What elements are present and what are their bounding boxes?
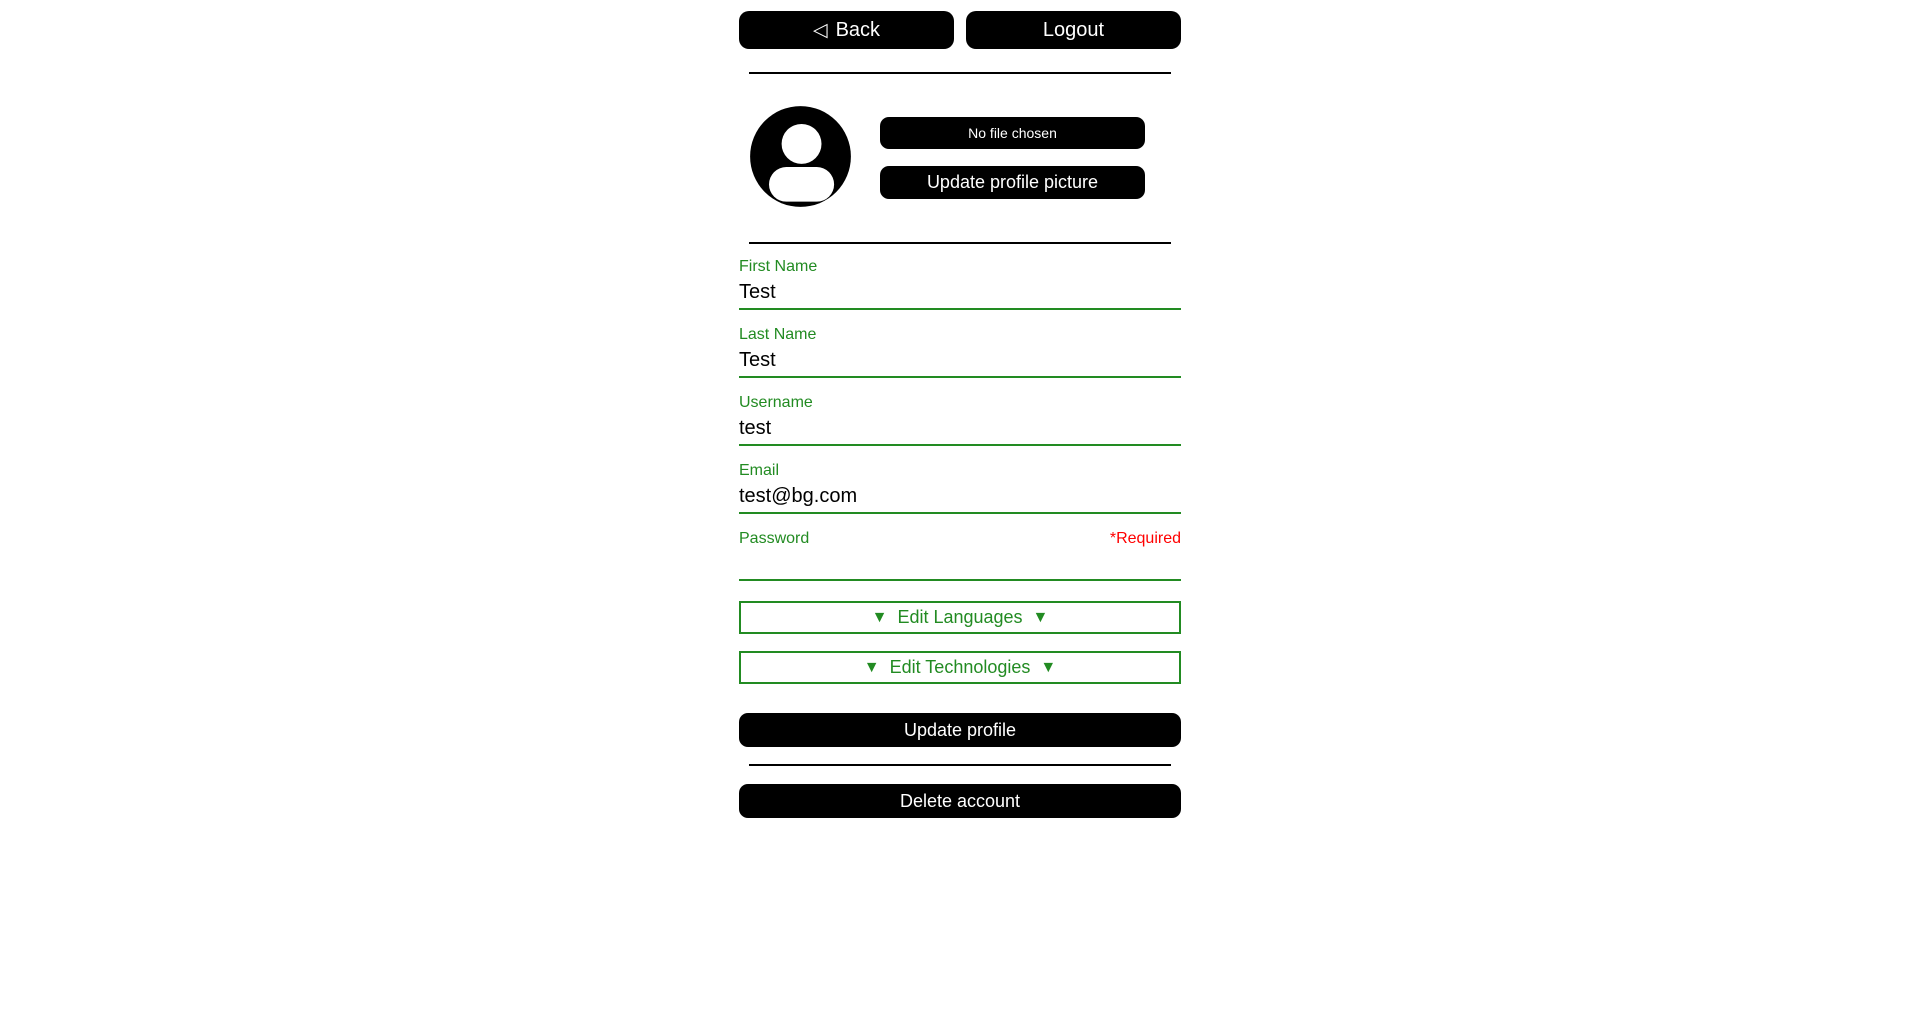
update-profile-label: Update profile: [903, 719, 1017, 740]
back-button-label: Back: [835, 18, 881, 41]
password-required-note: *Required: [1109, 530, 1181, 547]
username-input[interactable]: test: [739, 417, 772, 439]
top-divider: [749, 72, 1171, 74]
password-input[interactable]: [739, 549, 1181, 579]
logout-button-label: Logout: [1042, 18, 1105, 41]
bottom-divider: [749, 764, 1171, 766]
profile-page: [739, 0, 1181, 818]
password-label: Password: [739, 530, 810, 547]
logout-button[interactable]: [966, 11, 1181, 49]
first-name-input[interactable]: Test: [739, 281, 776, 303]
edit-technologies-label: Edit Technologies: [889, 657, 1031, 677]
chevron-down-icon: ▼: [863, 658, 880, 676]
file-input-button[interactable]: [880, 117, 1145, 149]
last-name-field: [739, 325, 1181, 378]
email-input[interactable]: test@bg.com: [739, 485, 858, 507]
profile-picture-section: [739, 104, 1181, 209]
edit-languages-label: Edit Languages: [897, 607, 1023, 627]
email-label: Email: [739, 462, 780, 479]
avatar: [748, 104, 853, 209]
file-input-label: No file chosen: [968, 125, 1057, 141]
chevron-down-icon: ▼: [1040, 658, 1057, 676]
top-nav: [739, 11, 1181, 49]
update-profile-button[interactable]: [739, 713, 1181, 747]
profile-form: [739, 257, 1181, 818]
delete-account-label: Delete account: [899, 790, 1021, 811]
update-picture-label: Update profile picture: [926, 172, 1099, 192]
username-label: Username: [739, 394, 813, 411]
edit-languages-button[interactable]: [739, 601, 1181, 634]
delete-account-button[interactable]: [739, 784, 1181, 818]
back-arrow-icon: ◁: [812, 19, 828, 41]
section-divider: [749, 242, 1171, 244]
chevron-down-icon: ▼: [871, 608, 888, 626]
chevron-down-icon: ▼: [1032, 608, 1049, 626]
edit-technologies-button[interactable]: [739, 651, 1181, 684]
first-name-label: First Name: [739, 258, 818, 275]
back-button[interactable]: [739, 11, 954, 49]
last-name-input[interactable]: Test: [739, 349, 776, 371]
email-field: [739, 461, 1181, 514]
picture-buttons: [880, 117, 1145, 209]
first-name-field: [739, 257, 1181, 310]
update-picture-button[interactable]: [880, 166, 1145, 199]
password-field: [739, 529, 1181, 581]
username-field: [739, 393, 1181, 446]
last-name-label: Last Name: [739, 326, 817, 343]
